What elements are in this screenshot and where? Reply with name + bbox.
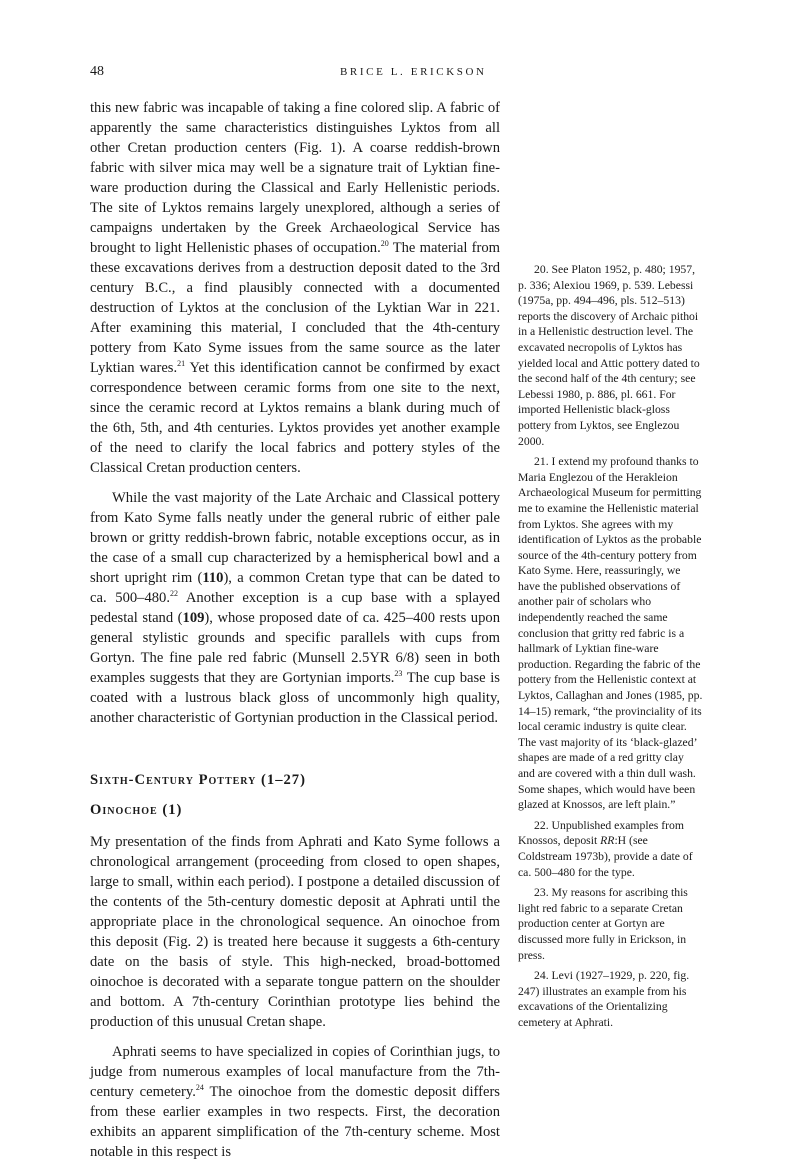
body-paragraph: Aphrati seems to have specialized in copies of Corinthian jugs, to judge from numerous examples of local manufacture from the 7th-century cemetery.$^{24}$ The oinochoe from the domestic deposit differs from these earlier examples in two respects. First, the decoration exhibits an apparent simplification of the 7th-century scheme. Most notable in this respect is bbox=[90, 1044, 500, 1160]
footnote-20: 20. See Platon 1952, p. 480; 1957, p. 336; Alexiou 1969, p. 539. Lebessi (1975a, pp. 494–496, pls. 512–513) reports the discovery of Archaic pithoi in a Hellenistic destruction level. The excavated necropolis of Lyktos has yielded local and Attic pottery dated to the second half of the 4th century; see Lebessi 1980, p. 886, pl. 661. For imported Hellenistic black-gloss pottery from Lyktos, see Englezou 2000. bbox=[518, 263, 700, 448]
footnote-21: 21. I extend my profound thanks to Maria Englezou of the Herakleion Archaeological Museum for permitting me to examine the Hellenistic material from Lyktos. She agrees with my identification of Lyktos as the probable source of the 4th-century pottery from Kato Syme. Here, reassuringly, we have the published observations of another pair of scholars who independently reached the same conclusion that gritty red fabric is a hallmark of Lyktian fine-ware production. Regarding the fabric of the pottery from the Hellenistic context at Lyktos, Callaghan and Jones (1985, pp. 14–15) remark, “the provinciality of its local ceramic industry is quite clear. The vast majority of its ‘black-glazed’ shapes are made of a red gritty clay and are covered with a thin dull wash. Some shapes, which would have been glazed at Knossos, are left plain.” bbox=[518, 455, 703, 812]
footnote-23: 23. My reasons for ascribing this light red fabric to a separate Cretan production center at Gortyn are discussed more fully in Erickson, in press. bbox=[518, 886, 688, 962]
section-heading: Sixth-Century Pottery (1–27) bbox=[90, 772, 306, 788]
body-paragraph: My presentation of the finds from Aphrati and Kato Syme follows a chronological arrangement (proceeding from closed to open shapes, large to small, within each period). I postpone a detailed discussion of the contents of the 5th-century domestic deposit at Aphrati until the appropriate place in the chronological sequence. An oinochoe from this deposit (Fig. 2) is treated here because it suggests a 6th-century date on the basis of style. This high-necked, broad-bottomed oinochoe is decorated with a separate tongue pattern on the shoulder and bottom. A 7th-century Corinthian prototype lies behind the production of this unusual Cretan shape. bbox=[90, 834, 500, 1030]
body-paragraph: this new fabric was incapable of taking a fine colored slip. A fabric of apparently the same characteristics distinguishes Lyktos from all other Cretan production centers (Fig. 1). A coarse reddish-brown fabric with silver mica may well be a signature trait of Lyktian fine-ware production during the Classical and Early Hellenistic periods. The site of Lyktos remains largely unexplored, although a series of campaigns undertaken by the Greek Archaeological Service has brought to light Hellenistic phases of occupation.$^{20}$ The material from these excavations derives from a destruction deposit dated to the 3rd century B.C., a find plausibly connected with a documented destruction of Lyktos at the conclusion of the Lyktian War in 221. After examining this material, I concluded that the 4th-century pottery from Kato Syme issues from the same source as the later Lyktian wares.$^{21}$ Yet this identification cannot be confirmed by exact correspondence between ceramic forms from one site to the next, since the ceramic record at Lyktos remains a blank during much of the 6th, 5th, and 4th centuries. Lyktos provides yet another example of the need to clarify the local fabrics and pottery styles of the Classical Cretan production centers. bbox=[90, 100, 501, 476]
footnote-ref[interactable]: 24 bbox=[195, 1083, 204, 1093]
footnote-ref[interactable]: 21 bbox=[177, 359, 186, 369]
footnote-ref[interactable]: 22 bbox=[170, 589, 179, 599]
page-header bbox=[90, 64, 690, 84]
body-paragraph: While the vast majority of the Late Archaic and Classical pottery from Kato Syme falls neatly under the general rubric of either pale brown or gritty reddish-brown fabric, notable exceptions occur, as in the case of a small cup characterized by a hemispherical bowl and a short upright rim (110), a common Cretan type that can be dated to ca. 500–480.22 Another exception is a cup base with a splayed pedestal stand (109), whose proposed date of ca. 425–400 rests upon general stylistic grounds and specific parallels with cups from Gortyn. The fine pale red fabric (Munsell 2.5YR 6/8) seen in both examples suggests that they are Gortynian imports.$^{23}$ The cup base is coated with a lustrous black gloss of uncommonly high quality, another characteristic of Gortynian production in the Classical period. bbox=[90, 490, 501, 726]
footnote-22: 22. Unpublished examples from Knossos, deposit RR:H (see Coldstream 1973b), provide a date of ca. 500–480 for the type. bbox=[518, 818, 693, 879]
subsection-heading: Oinochoe (1) bbox=[90, 802, 183, 818]
margin-notes bbox=[518, 262, 703, 1036]
footnote-24: 24. Levi (1927–1929, p. 220, fig. 247) illustrates an example from his excavations of the Orientalizing cemetery at Aphrati. bbox=[518, 969, 690, 1029]
catalog-ref: 109 bbox=[182, 610, 205, 626]
catalog-ref: 110 bbox=[202, 570, 224, 586]
main-text-column bbox=[90, 98, 500, 1162]
page-number: 48 bbox=[90, 64, 104, 79]
running-head: BRICE L. ERICKSON bbox=[340, 66, 487, 78]
footnote-ref[interactable]: 20 bbox=[380, 239, 389, 249]
footnote-ref[interactable]: 23 bbox=[394, 669, 403, 679]
